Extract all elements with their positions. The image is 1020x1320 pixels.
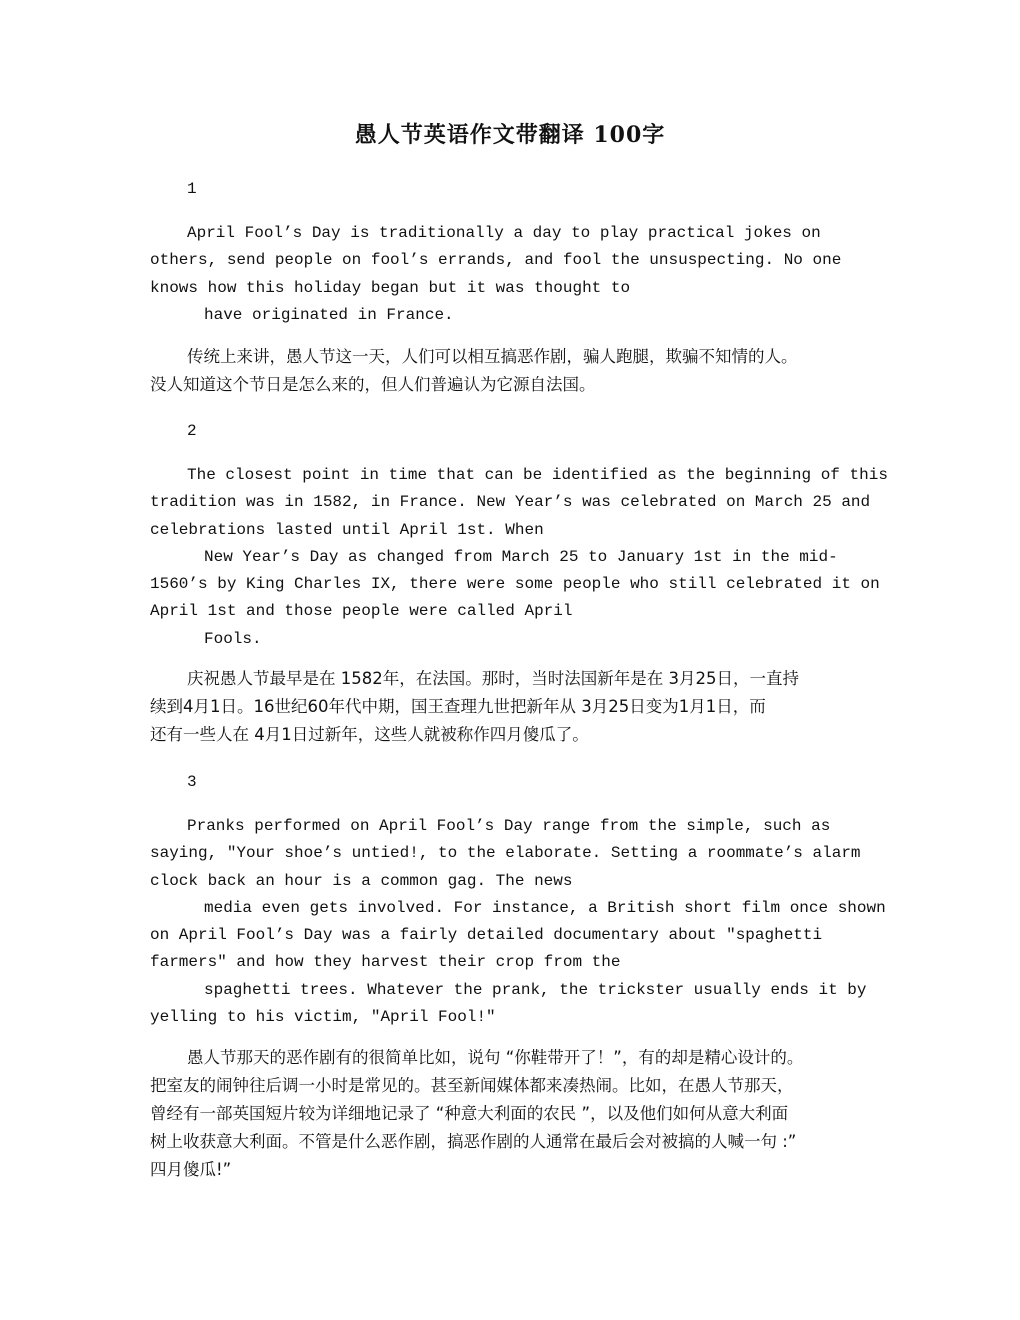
- text-line: 树上收获意大利面。不管是什么恶作剧，搞恶作剧的人通常在最后会对被搞的人喊一句 :”: [150, 1132, 797, 1151]
- section-number: 2: [187, 422, 197, 440]
- section-number: 1: [187, 180, 197, 198]
- text-line: 四月傻瓜!”: [150, 1160, 232, 1179]
- text-line: yelling to his victim, "April Fool!": [150, 1008, 496, 1027]
- english-paragraph: [150, 813, 886, 1031]
- text-line: Fools.: [204, 629, 262, 648]
- text-line: 1560’s by King Charles IX, there were some people who still celebrated it on: [150, 575, 880, 594]
- text-line: on April Fool’s Day was a fairly detailed documentary about "spaghetti: [150, 926, 823, 945]
- english-paragraph: [150, 220, 870, 329]
- section-number: 3: [187, 773, 197, 791]
- chinese-paragraph: [150, 665, 872, 749]
- text-line: saying, "Your shoe’s untied!, to the elaborate. Setting a roommate’s alarm: [150, 844, 861, 863]
- text-line: tradition was in 1582, in France. New Year’s was celebrated on March 25 and: [150, 493, 871, 512]
- text-line: knows how this holiday began but it was thought to: [150, 278, 631, 297]
- text-line: 愚人节那天的恶作剧有的很简单比如，说句 “你鞋带开了！”，有的却是精心设计的。: [187, 1048, 804, 1067]
- text-line: 续到4月1日。16世纪60年代中期，国王查理九世把新年从 3月25日变为1月1日，而: [150, 697, 766, 716]
- text-line: celebrations lasted until April 1st. When: [150, 520, 544, 539]
- text-line: farmers" and how they harvest their crop from the: [150, 953, 621, 972]
- text-line: April Fool’s Day is traditionally a day to play practical jokes on: [187, 224, 821, 242]
- text-line: 没人知道这个节日是怎么来的，但人们普遍认为它源自法国。: [150, 375, 596, 394]
- text-line: The closest point in time that can be identified as the beginning of this: [187, 466, 888, 484]
- text-line: 还有一些人在 4月1日过新年，这些人就被称作四月傻瓜了。: [150, 725, 589, 744]
- chinese-paragraph: [150, 343, 872, 399]
- text-line: 曾经有一部英国短片较为详细地记录了 “种意大利面的农民 ”，以及他们如何从意大利面: [150, 1104, 789, 1123]
- text-line: others, send people on fool’s errands, and fool the unsuspecting. No one: [150, 251, 842, 270]
- text-line: have originated in France.: [204, 305, 454, 324]
- text-line: 传统上来讲，愚人节这一天，人们可以相互搞恶作剧，骗人跑腿，欺骗不知情的人。: [187, 347, 798, 366]
- text-line: 庆祝愚人节最早是在 1582年，在法国。那时，当时法国新年是在 3月25日，一直持: [187, 669, 799, 688]
- text-line: 把室友的闹钟往后调一小时是常见的。甚至新闻媒体都来凑热闹。比如，在愚人节那天，: [150, 1076, 794, 1095]
- text-line: clock back an hour is a common gag. The news: [150, 871, 573, 890]
- text-line: Pranks performed on April Fool’s Day range from the simple, such as: [187, 817, 831, 835]
- chinese-paragraph: [150, 1044, 872, 1184]
- document-title: 愚人节英语作文带翻译 100字: [354, 122, 666, 148]
- english-paragraph: [150, 462, 888, 653]
- text-line: April 1st and those people were called April: [150, 602, 573, 621]
- text-line: media even gets involved. For instance, a British short film once shown: [204, 898, 886, 917]
- text-line: spaghetti trees. Whatever the prank, the trickster usually ends it by: [204, 980, 867, 999]
- text-line: New Year’s Day as changed from March 25 to January 1st in the mid-: [204, 547, 838, 566]
